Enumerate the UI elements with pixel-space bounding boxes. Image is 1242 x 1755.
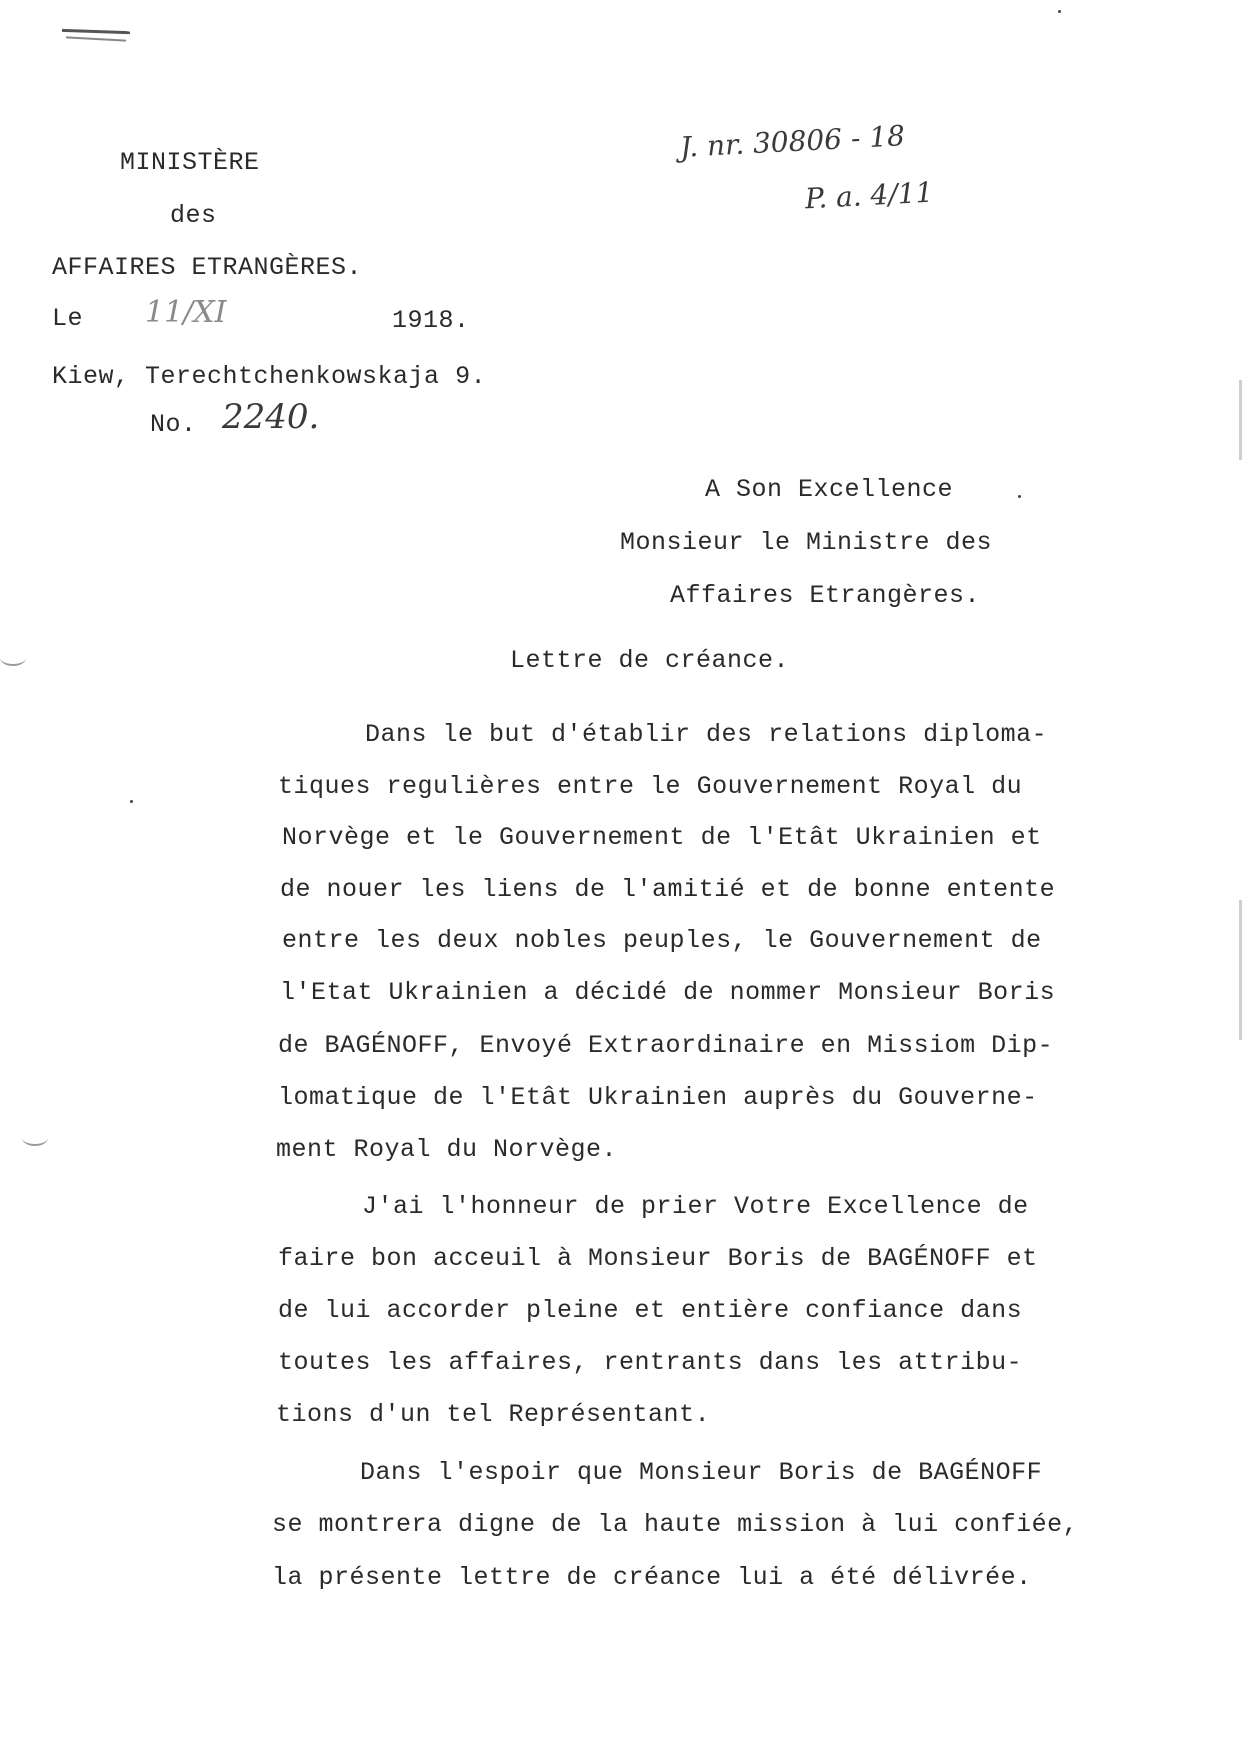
number-prefix: No. bbox=[150, 410, 197, 439]
body-line: tions d'un tel Représentant. bbox=[276, 1400, 711, 1429]
punch-hole-mark bbox=[22, 1130, 48, 1146]
scan-speck bbox=[1018, 495, 1021, 498]
body-line: l'Etat Ukrainien a décidé de nommer Monsieur Boris bbox=[280, 978, 1056, 1007]
scan-speck bbox=[1058, 10, 1061, 13]
ministry-line-1: MINISTÈRE bbox=[120, 148, 260, 177]
scan-speck bbox=[130, 800, 133, 803]
body-line: toutes les affaires, rentrants dans les attribu- bbox=[278, 1348, 1023, 1377]
body-line: faire bon acceuil à Monsieur Boris de BAGÉNOFF et bbox=[278, 1244, 1038, 1273]
body-line: de BAGÉNOFF, Envoyé Extraordinaire en Missiom Dip- bbox=[278, 1031, 1054, 1060]
body-line: de lui accorder pleine et entière confiance dans bbox=[278, 1296, 1023, 1325]
body-line: tiques regulières entre le Gouvernement Royal du bbox=[278, 772, 1023, 801]
body-line: Norvège et le Gouvernement de l'Etât Ukrainien et bbox=[282, 823, 1042, 852]
body-line: la présente lettre de créance lui a été délivrée. bbox=[272, 1563, 1032, 1592]
punch-hole-mark bbox=[0, 650, 26, 666]
number-handwritten: 2240. bbox=[222, 397, 320, 437]
staple-mark bbox=[62, 29, 130, 34]
date-handwritten: 11/XI bbox=[145, 295, 227, 330]
body-line: de nouer les liens de l'amitié et de bonne entente bbox=[280, 875, 1056, 904]
body-line: lomatique de l'Etât Ukrainien auprès du Gouverne- bbox=[278, 1083, 1038, 1112]
annotation-line-1: J. nr. 30806 - 18 bbox=[679, 119, 906, 164]
date-prefix: Le bbox=[52, 304, 84, 333]
ministry-line-2: des bbox=[170, 201, 217, 230]
recipient-line-3: Affaires Etrangères. bbox=[670, 581, 981, 610]
staple-mark-shadow bbox=[66, 36, 126, 41]
subject-line: Lettre de créance. bbox=[510, 646, 790, 675]
annotation-line-2: P. a. 4/11 bbox=[804, 175, 935, 216]
body-line: Dans l'espoir que Monsieur Boris de BAGÉNOFF bbox=[360, 1458, 1043, 1487]
body-line: J'ai l'honneur de prier Votre Excellence de bbox=[362, 1192, 1029, 1221]
body-line: se montrera digne de la haute mission à lui confiée, bbox=[272, 1510, 1079, 1539]
body-line: ment Royal du Norvège. bbox=[276, 1135, 618, 1164]
body-line: entre les deux nobles peuples, le Gouvernement de bbox=[282, 926, 1042, 955]
recipient-line-1: A Son Excellence bbox=[705, 475, 954, 504]
date-year: 1918. bbox=[392, 306, 470, 335]
body-line: Dans le but d'établir des relations diploma- bbox=[365, 720, 1048, 749]
address-line: Kiew, Terechtchenkowskaja 9. bbox=[52, 362, 487, 391]
ministry-line-3: AFFAIRES ETRANGÈRES. bbox=[52, 253, 363, 282]
recipient-line-2: Monsieur le Ministre des bbox=[620, 528, 993, 557]
